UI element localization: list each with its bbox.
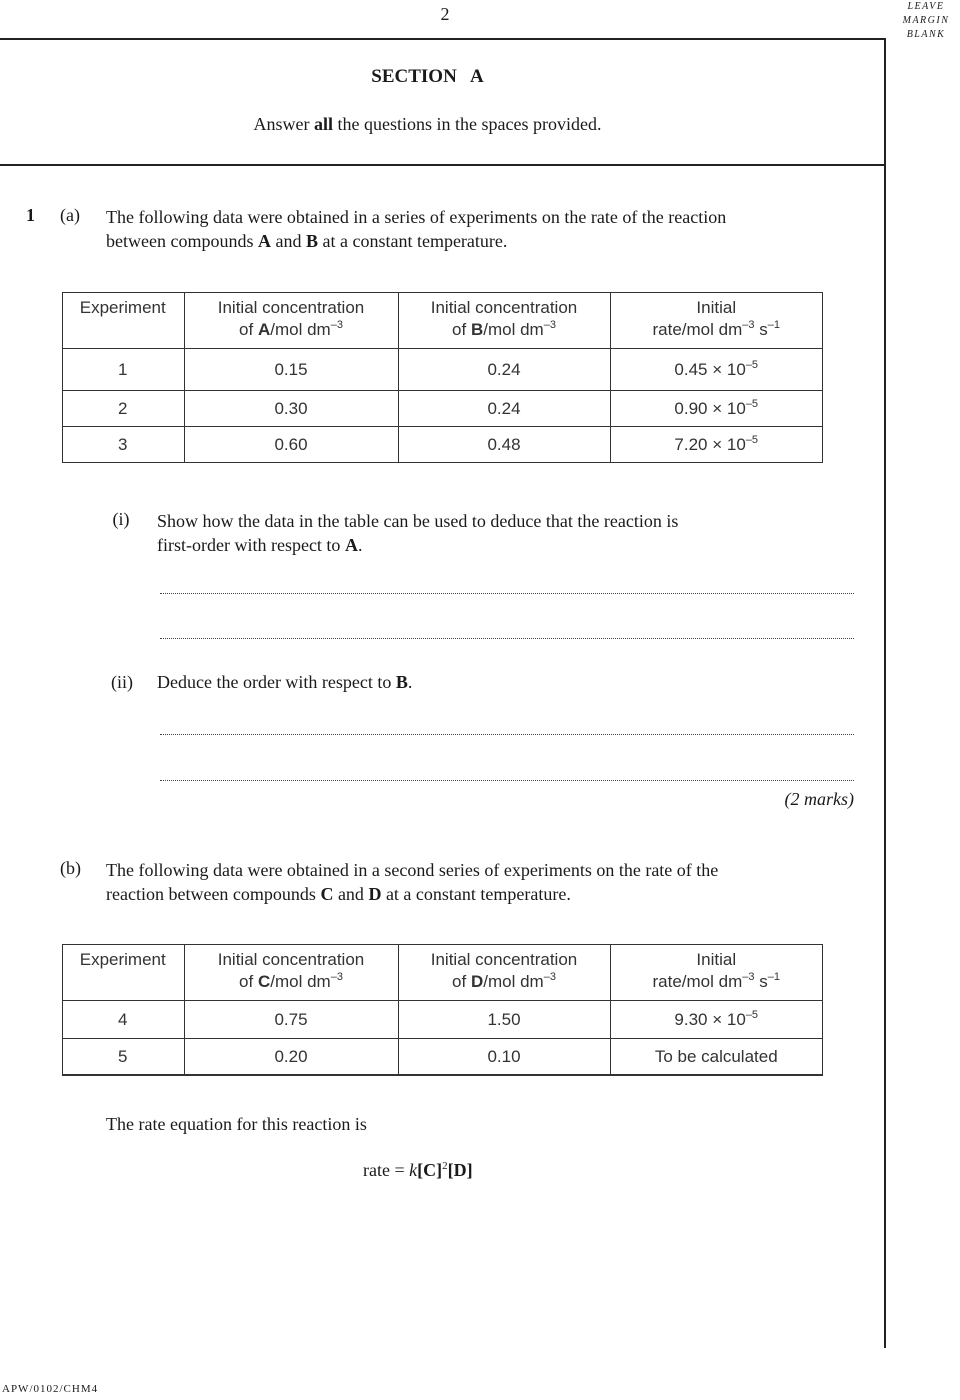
sub-ii-label: (ii) [111,672,133,692]
instruction-text: Answer [253,114,315,134]
cell-conc-b: 0.24 [398,391,610,427]
cell-conc-c: 0.20 [184,1039,398,1075]
exponent: –5 [745,1008,759,1021]
answer-line[interactable] [160,780,854,781]
table-header-row [62,293,822,349]
sub-i-label: (i) [112,509,130,529]
exponent: 2 [442,1160,448,1172]
header-conc-a [184,293,398,349]
cell-rate [610,1001,822,1039]
answer-line[interactable] [160,593,854,594]
header-text: Initial [696,950,737,969]
header-rate [610,293,822,349]
header-unit [399,319,610,341]
margin-note [896,0,956,42]
rate-data-table-a [62,292,822,463]
rate-power: × 10 [707,434,746,454]
cell-conc-a: 0.15 [184,349,398,391]
cell-experiment: 2 [62,391,184,427]
intro-text: at a constant temperature. [381,884,571,904]
rate-power: × 10 [707,359,746,379]
exponent: –3 [330,319,343,331]
exponent: –3 [330,971,343,983]
part-b-intro-line: The following data were obtained in a second series of experiments on the rate of the [106,860,719,880]
instruction-emphasis: all [314,114,334,134]
header-experiment: Experiment [62,945,184,1001]
intro-text: reaction between compounds [106,884,321,904]
header-text: of [452,972,471,991]
cell-rate: To be calculated [610,1039,822,1075]
header-text: of [452,320,471,339]
intro-text: and [333,884,369,904]
compound-name: B [395,672,408,692]
part-b-intro [106,858,854,906]
cell-conc-a: 0.60 [184,427,398,463]
concentration-c: [C] [417,1160,443,1180]
header-unit [185,319,398,341]
header-text: rate/mol dm [652,972,743,991]
sub-i-text [157,509,854,557]
concentration-d: [D] [447,1160,473,1180]
header-text: Initial concentration [217,950,365,969]
exponent: –3 [742,971,755,983]
compound-name: A [257,231,271,251]
section-instruction [0,114,855,135]
rate-power: × 10 [707,398,746,418]
header-text: of [239,972,258,991]
rate-data-table-b [62,944,822,1075]
margin-note-line: MARGIN [902,15,950,26]
intro-text: at a constant temperature. [317,231,508,251]
compound-name: B [305,231,318,251]
exponent: –5 [745,433,759,446]
cell-conc-b: 0.48 [398,427,610,463]
header-unit [185,971,398,993]
margin-note-line: LEAVE [907,1,945,12]
exponent: –3 [543,319,556,331]
section-title: SECTION A [371,66,484,87]
compound-name: C [320,884,334,904]
header-unit [611,319,823,341]
intro-text: between compounds [106,231,258,251]
sub-i-text-part: . [357,535,363,555]
sub-ii-text-part: . [407,672,413,692]
compound-name: D [470,972,484,991]
header-text: Initial concentration [217,298,365,317]
equation-text: rate = [363,1160,410,1180]
cell-experiment: 5 [62,1039,184,1075]
header-conc-b [398,293,610,349]
sub-ii-text-part: Deduce the order with respect to [157,672,396,692]
header-text: rate/mol dm [652,320,743,339]
sub-i-text-part: first-order with respect to [157,535,345,555]
table-row [62,391,822,427]
header-text: of [239,320,258,339]
exponent: –1 [767,971,780,983]
header-text: /mol dm [483,320,544,339]
rate-mantissa: 0.90 [674,398,708,418]
part-b-intro-line [106,882,854,906]
compound-name: D [368,884,382,904]
page-number: 2 [440,4,450,24]
header-text: /mol dm [270,320,331,339]
table-row [62,1039,822,1075]
rate-power: × 10 [707,1009,746,1029]
header-text: Initial [696,298,737,317]
answer-line[interactable] [160,638,854,639]
cell-conc-a: 0.30 [184,391,398,427]
exponent: –3 [742,319,755,331]
header-text: Initial concentration [430,298,578,317]
compound-name: B [470,320,484,339]
cell-rate [610,391,822,427]
compound-name: A [257,320,271,339]
rate-equation [363,1160,473,1181]
table-row [62,1001,822,1039]
part-a-intro-line: The following data were obtained in a series of experiments on the rate of the reaction [106,207,727,227]
instruction-text: the questions in the spaces provided. [333,114,602,134]
part-a-intro-line [106,229,856,253]
compound-name: C [257,972,271,991]
compound-name: A [344,535,358,555]
header-text: Initial concentration [430,950,578,969]
rate-mantissa: 0.45 [674,359,708,379]
header-text: /mol dm [270,972,331,991]
cell-rate [610,427,822,463]
rate-constant: k [409,1160,418,1180]
header-text: s [754,320,768,339]
table-row [62,349,822,391]
rate-mantissa: 9.30 [674,1009,708,1029]
part-a-label: (a) [60,205,80,225]
part-b-label: (b) [60,858,81,878]
rate-equation-intro: The rate equation for this reaction is [106,1114,367,1134]
question-number: 1 [26,205,35,225]
exponent: –5 [745,358,759,371]
exponent: –1 [767,319,780,331]
answer-line[interactable] [160,734,854,735]
cell-conc-d: 0.10 [398,1039,610,1075]
part-a-intro [106,205,856,253]
header-text: /mol dm [483,972,544,991]
sub-ii-text [157,672,412,693]
sub-i-line: Show how the data in the table can be used to deduce that the reaction is [157,511,679,531]
header-unit [611,971,823,993]
margin-note-line: BLANK [906,29,946,40]
exponent: –3 [543,971,556,983]
header-conc-d [398,945,610,1001]
rate-mantissa: 7.20 [674,434,708,454]
header-rule [0,38,885,40]
sub-i-line [157,533,854,557]
header-experiment: Experiment [62,293,184,349]
table-header-row [62,945,822,1001]
header-rate [610,945,822,1001]
table-row [62,427,822,463]
exponent: –5 [745,397,759,410]
paper-code: APW/0102/CHM4 [2,1383,99,1395]
marks-allocation: (2 marks) [784,789,854,809]
cell-conc-d: 1.50 [398,1001,610,1039]
header-conc-c [184,945,398,1001]
section-rule [0,164,885,166]
cell-experiment: 4 [62,1001,184,1039]
cell-experiment: 1 [62,349,184,391]
margin-rule [884,38,886,1348]
cell-conc-c: 0.75 [184,1001,398,1039]
header-text: s [754,972,768,991]
header-unit [399,971,610,993]
cell-rate [610,349,822,391]
cell-experiment: 3 [62,427,184,463]
cell-conc-b: 0.24 [398,349,610,391]
intro-text: and [270,231,306,251]
